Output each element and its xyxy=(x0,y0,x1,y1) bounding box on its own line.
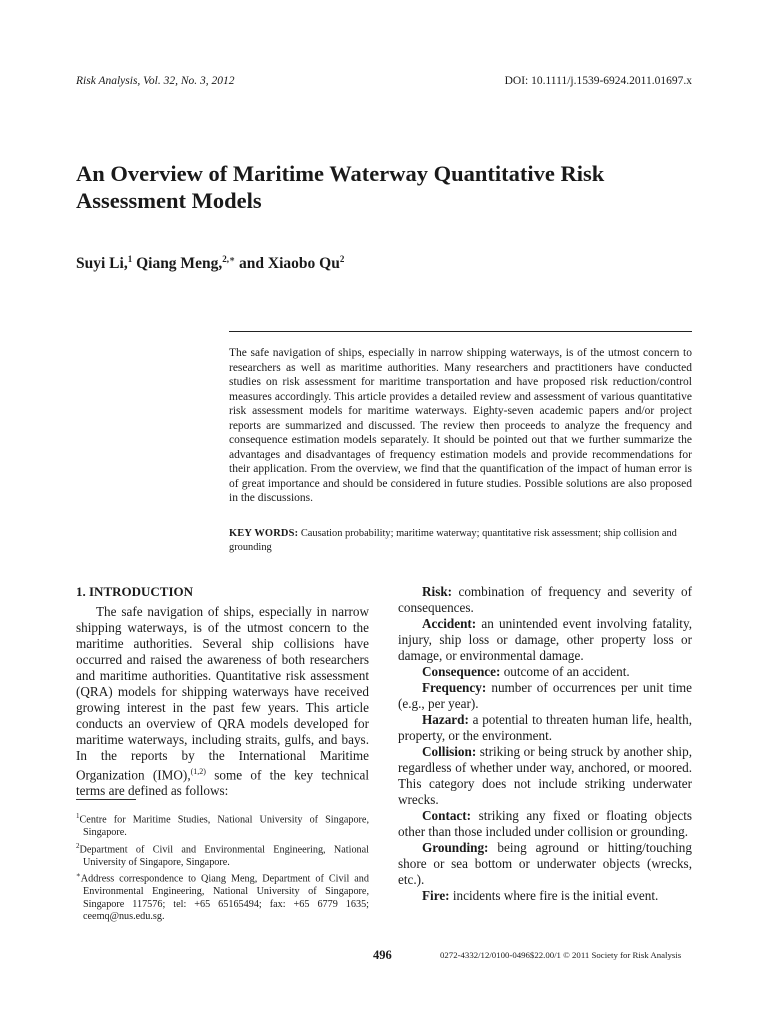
keywords-label: KEY WORDS: xyxy=(229,528,299,539)
footnote xyxy=(76,840,369,870)
definitions-list xyxy=(398,584,692,904)
article-title: An Overview of Maritime Waterway Quantitative Risk Assessment Models xyxy=(76,161,605,213)
definition-item xyxy=(398,664,692,680)
definition-text: striking or being struck by another ship, regardless of whether under way, anchored, or moored. This category does not include striking underwater wrecks. xyxy=(398,744,692,807)
keywords xyxy=(229,527,692,554)
definition-text: combination of frequency and severity of consequences. xyxy=(398,584,692,615)
definition-term: Contact: xyxy=(422,808,472,823)
footnote-mark: 2 xyxy=(76,841,80,850)
footnote-text: Department of Civil and Environmental Engineering, National University of Singapore, Singapore. xyxy=(79,843,369,868)
definition-item xyxy=(398,840,692,888)
footnote-divider xyxy=(76,799,136,800)
author-list xyxy=(76,254,344,273)
footnote-mark: 1 xyxy=(76,812,80,820)
definition-text: number of occurrences per unit time (e.g., per year). xyxy=(398,680,692,711)
footnote-mark: ∗ xyxy=(76,871,81,880)
journal-citation: Risk Analysis, Vol. 32, No. 3, 2012 xyxy=(76,75,235,87)
affiliation-mark: 2 xyxy=(339,254,345,264)
definition-item xyxy=(398,888,692,904)
abstract: The safe navigation of ships, especially in narrow shipping waterways, is of the utmost concern to researchers as well as maritime authorities. Many researchers and practitioners have conducted studies on risk assessment for maritime transportation and have proposed risk reduction/control measures accordingly. This article provides a detailed review and assessment of various quantitative risk assessment models for maritime waterways. Eighty-seven academic papers and/or project reports are summarized and discussed. The review then proceeds to analyze the frequency and consequence estimation models separately. It should be pointed out that we further summarize the advantages and disadvantages of frequency estimation models and provide recommendations for their application. From the overview, we find that the quantification of the impact of human error is of great importance and should be considered in future studies. Possible solutions are also proposed in the discussions. xyxy=(229,347,692,505)
definition-text: being aground or hitting/touching shore or sea bottom or underwater objects (wrecks, etc.). xyxy=(398,840,692,887)
definition-term: Hazard: xyxy=(422,712,469,727)
copyright-line: 0272-4332/12/0100-0496$22.00/1 © 2011 Society for Risk Analysis xyxy=(440,950,682,960)
definition-term: Grounding: xyxy=(422,840,489,855)
author-name: Suyi Li, xyxy=(76,255,128,273)
footnote xyxy=(76,869,369,924)
definition-item xyxy=(398,584,692,616)
citation-ref[interactable]: (1,2) xyxy=(190,767,206,776)
definition-term: Consequence: xyxy=(422,664,501,679)
footnote-text: Address correspondence to Qiang Meng, Department of Civil and Environmental Engineering, National University of Singapore, Singapore 117576; tel: +65 65165494; fax: +65 6779 1635; ceemq@nus.edu.sg. xyxy=(80,873,369,923)
affiliation-mark: 1 xyxy=(127,254,133,264)
footnotes xyxy=(76,810,369,924)
page-number: 496 xyxy=(373,948,392,962)
definition-text: an unintended event involving fatality, injury, ship loss or damage, other property loss or damage, or environmental damage. xyxy=(398,616,692,663)
doi: DOI: 10.1111/j.1539-6924.2011.01697.x xyxy=(504,75,692,87)
footnote-text: Centre for Maritime Studies, National University of Singapore, Singapore. xyxy=(79,814,369,838)
definition-text: striking any fixed or floating objects other than those included under collision or grounding. xyxy=(398,808,692,839)
footnote xyxy=(76,810,369,840)
definition-term: Fire: xyxy=(422,888,450,903)
definition-term: Accident: xyxy=(422,616,477,631)
definition-text: a potential to threaten human life, health, property, or the environment. xyxy=(398,712,692,743)
definition-term: Frequency: xyxy=(422,680,487,695)
abstract-divider xyxy=(229,331,692,332)
definition-term: Risk: xyxy=(422,584,453,599)
keywords-text: Causation probability; maritime waterway; quantitative risk assessment; ship collision and grounding xyxy=(229,528,677,553)
intro-text: The safe navigation of ships, especially in narrow shipping waterways, is of the utmost concern to the maritime authorities. Several ship collisions have occurred and raised the awareness of both researchers and maritime authorities. Quantitative risk assessment (QRA) models for shipping waterways have received growing interest in the past few years. This article conducts an overview of QRA models developed for maritime waterways, including straits, gulfs, and bays. In the reports by the International Maritime Organization (IMO), xyxy=(76,604,369,783)
intro-paragraph xyxy=(76,604,369,799)
definition-item xyxy=(398,680,692,712)
section-heading: 1. INTRODUCTION xyxy=(76,584,194,599)
definition-item xyxy=(398,712,692,744)
definition-text: outcome of an accident. xyxy=(500,664,630,679)
author-name: and Xiaobo Qu xyxy=(235,255,340,273)
definition-term: Collision: xyxy=(422,744,477,759)
definition-item xyxy=(398,808,692,840)
author-name: Qiang Meng, xyxy=(132,255,223,273)
definition-item xyxy=(398,744,692,808)
definition-text: incidents where fire is the initial event. xyxy=(449,888,659,903)
affiliation-mark: 2,∗ xyxy=(222,254,236,264)
intro-text: some of the key technical terms are defined as follows: xyxy=(76,767,369,799)
definition-item xyxy=(398,616,692,664)
